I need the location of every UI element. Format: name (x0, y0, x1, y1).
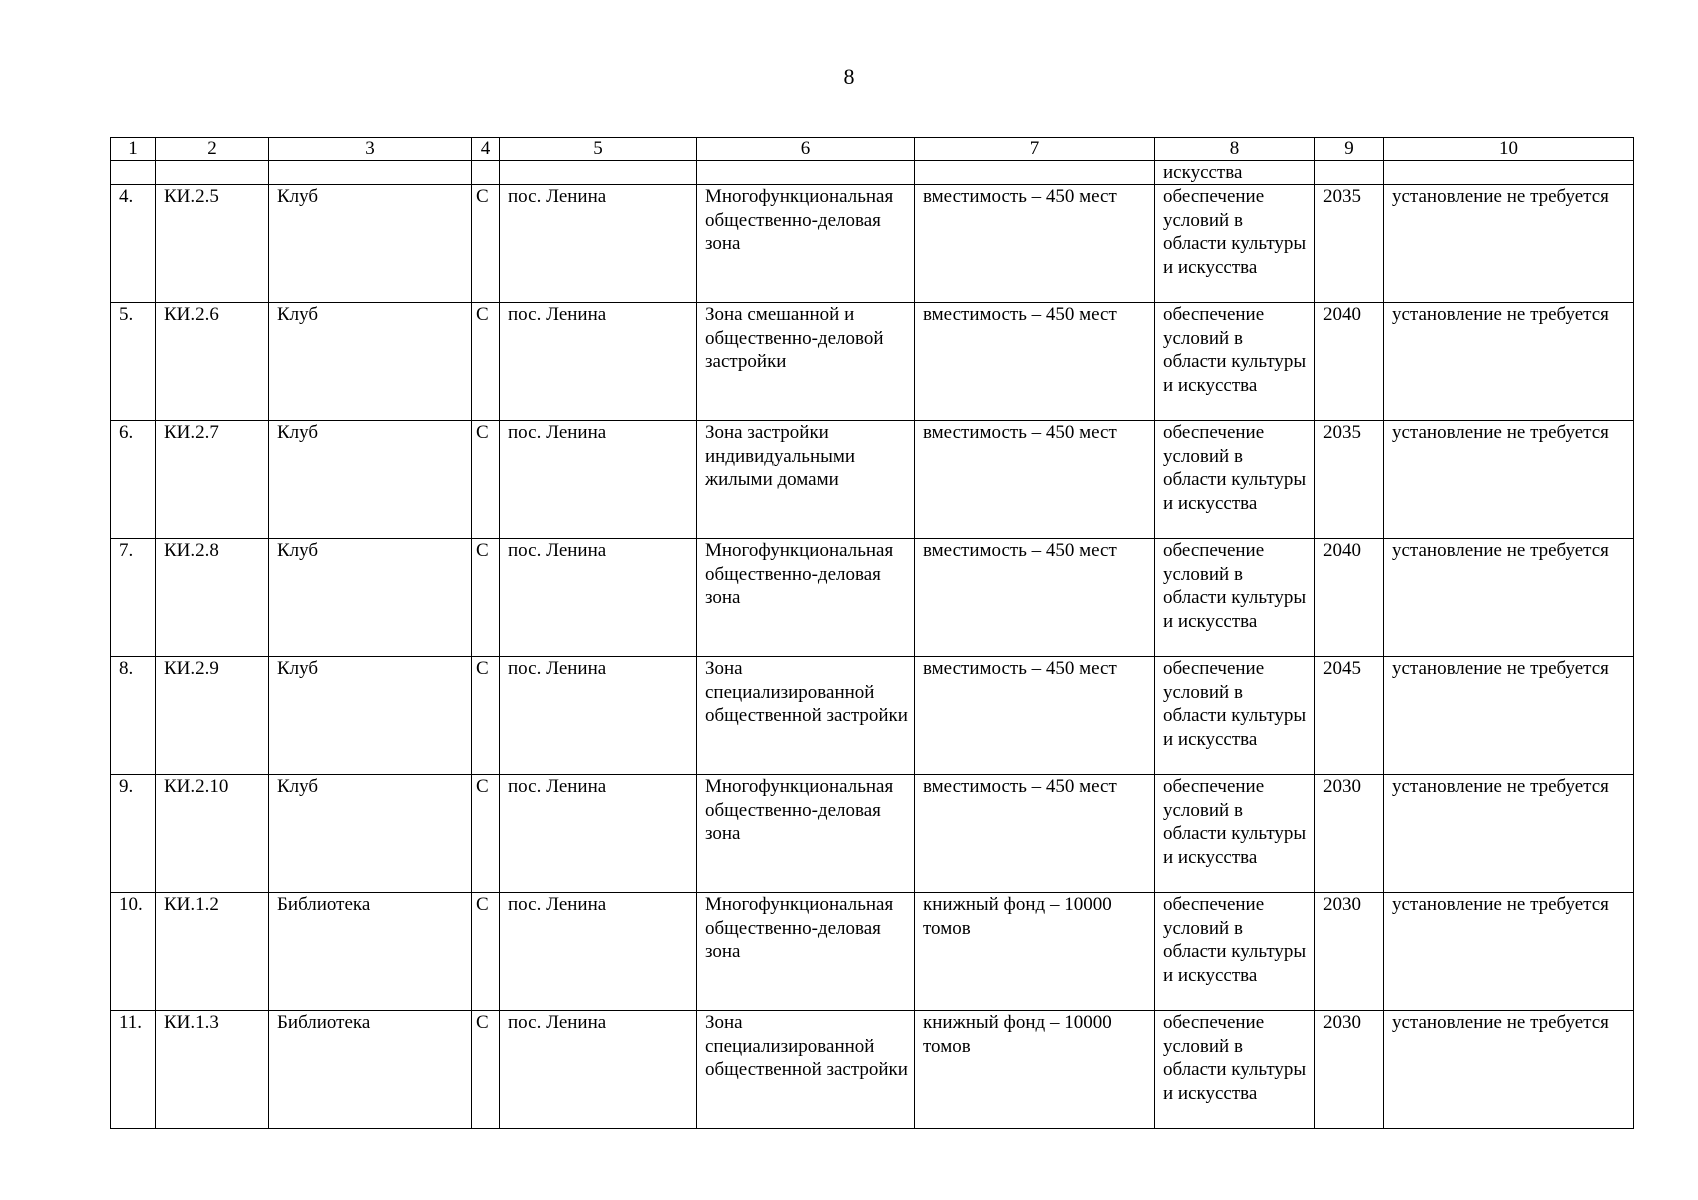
zone-requirement-cell: установление не требуется (1384, 657, 1634, 775)
object-code-cell: КИ.2.10 (156, 775, 269, 893)
characteristics-cell: книжный фонд – 10000 томов (915, 1011, 1155, 1129)
year-cell: 2045 (1315, 657, 1384, 775)
year-cell: 2030 (1315, 775, 1384, 893)
column-header: 1 (111, 138, 156, 161)
status-cell: С (472, 539, 500, 657)
location-cell: пос. Ленина (500, 303, 697, 421)
table-header-row (111, 138, 1634, 161)
zone-cell: Многофункциональная общественно-деловая зона (697, 893, 915, 1011)
purpose-cell: обеспечение условий в области культуры и искусства (1155, 303, 1315, 421)
location-cell: пос. Ленина (500, 185, 697, 303)
zone-requirement-cell: установление не требуется (1384, 775, 1634, 893)
location-cell: пос. Ленина (500, 1011, 697, 1129)
table-cell (500, 161, 697, 185)
location-cell: пос. Ленина (500, 539, 697, 657)
zone-cell: Многофункциональная общественно-деловая зона (697, 185, 915, 303)
object-code-cell: КИ.1.2 (156, 893, 269, 1011)
table-row (111, 657, 1634, 775)
zone-cell: Многофункциональная общественно-деловая зона (697, 539, 915, 657)
object-code-cell: КИ.2.7 (156, 421, 269, 539)
row-number-cell: 6. (111, 421, 156, 539)
column-header: 5 (500, 138, 697, 161)
table-row (111, 303, 1634, 421)
row-number-cell: 11. (111, 1011, 156, 1129)
purpose-cell: обеспечение условий в области культуры и искусства (1155, 893, 1315, 1011)
table-cell: искусства (1155, 161, 1315, 185)
table-row (111, 1011, 1634, 1129)
column-header: 4 (472, 138, 500, 161)
zone-cell: Зона специализированной общественной застройки (697, 1011, 915, 1129)
row-number-cell: 9. (111, 775, 156, 893)
column-header: 8 (1155, 138, 1315, 161)
year-cell: 2035 (1315, 421, 1384, 539)
purpose-cell: обеспечение условий в области культуры и искусства (1155, 539, 1315, 657)
year-cell: 2030 (1315, 1011, 1384, 1129)
year-cell: 2040 (1315, 303, 1384, 421)
characteristics-cell: вместимость – 450 мест (915, 421, 1155, 539)
zone-cell: Зона смешанной и общественно-деловой застройки (697, 303, 915, 421)
row-number-cell: 5. (111, 303, 156, 421)
table-row (111, 775, 1634, 893)
year-cell: 2040 (1315, 539, 1384, 657)
table-cell (915, 161, 1155, 185)
row-number-cell: 7. (111, 539, 156, 657)
object-name-cell: Библиотека (269, 1011, 472, 1129)
object-code-cell: КИ.2.8 (156, 539, 269, 657)
object-code-cell: КИ.2.9 (156, 657, 269, 775)
table-row (111, 421, 1634, 539)
characteristics-cell: вместимость – 450 мест (915, 775, 1155, 893)
zone-cell: Многофункциональная общественно-деловая зона (697, 775, 915, 893)
status-cell: С (472, 421, 500, 539)
status-cell: С (472, 1011, 500, 1129)
location-cell: пос. Ленина (500, 657, 697, 775)
year-cell: 2030 (1315, 893, 1384, 1011)
table-cell (156, 161, 269, 185)
objects-table (110, 137, 1634, 1129)
row-number-cell: 8. (111, 657, 156, 775)
object-name-cell: Клуб (269, 185, 472, 303)
zone-requirement-cell: установление не требуется (1384, 185, 1634, 303)
characteristics-cell: вместимость – 450 мест (915, 303, 1155, 421)
zone-requirement-cell: установление не требуется (1384, 539, 1634, 657)
object-code-cell: КИ.2.5 (156, 185, 269, 303)
zone-cell: Зона специализированной общественной застройки (697, 657, 915, 775)
table-cell (472, 161, 500, 185)
characteristics-cell: вместимость – 450 мест (915, 185, 1155, 303)
page-number: 8 (843, 64, 855, 89)
status-cell: С (472, 657, 500, 775)
table-cell (1315, 161, 1384, 185)
zone-requirement-cell: установление не требуется (1384, 303, 1634, 421)
table-continuation-row (111, 161, 1634, 185)
status-cell: С (472, 893, 500, 1011)
zone-cell: Зона застройки индивидуальными жилыми домами (697, 421, 915, 539)
row-number-cell: 10. (111, 893, 156, 1011)
purpose-cell: обеспечение условий в области культуры и искусства (1155, 185, 1315, 303)
object-code-cell: КИ.2.6 (156, 303, 269, 421)
object-name-cell: Клуб (269, 303, 472, 421)
year-cell: 2035 (1315, 185, 1384, 303)
status-cell: С (472, 775, 500, 893)
table-cell (269, 161, 472, 185)
purpose-cell: обеспечение условий в области культуры и искусства (1155, 421, 1315, 539)
characteristics-cell: книжный фонд – 10000 томов (915, 893, 1155, 1011)
table-row (111, 539, 1634, 657)
table-cell (111, 161, 156, 185)
characteristics-cell: вместимость – 450 мест (915, 539, 1155, 657)
column-header: 3 (269, 138, 472, 161)
location-cell: пос. Ленина (500, 421, 697, 539)
object-name-cell: Клуб (269, 421, 472, 539)
purpose-cell: обеспечение условий в области культуры и искусства (1155, 657, 1315, 775)
object-name-cell: Клуб (269, 657, 472, 775)
location-cell: пос. Ленина (500, 775, 697, 893)
table-cell (697, 161, 915, 185)
column-header: 10 (1384, 138, 1634, 161)
zone-requirement-cell: установление не требуется (1384, 893, 1634, 1011)
table-row (111, 893, 1634, 1011)
table-cell (1384, 161, 1634, 185)
status-cell: С (472, 303, 500, 421)
zone-requirement-cell: установление не требуется (1384, 421, 1634, 539)
status-cell: С (472, 185, 500, 303)
column-header: 2 (156, 138, 269, 161)
object-name-cell: Библиотека (269, 893, 472, 1011)
row-number-cell: 4. (111, 185, 156, 303)
characteristics-cell: вместимость – 450 мест (915, 657, 1155, 775)
column-header: 7 (915, 138, 1155, 161)
object-name-cell: Клуб (269, 775, 472, 893)
object-name-cell: Клуб (269, 539, 472, 657)
purpose-cell: обеспечение условий в области культуры и искусства (1155, 1011, 1315, 1129)
table-row (111, 185, 1634, 303)
column-header: 9 (1315, 138, 1384, 161)
purpose-cell: обеспечение условий в области культуры и искусства (1155, 775, 1315, 893)
location-cell: пос. Ленина (500, 893, 697, 1011)
column-header: 6 (697, 138, 915, 161)
zone-requirement-cell: установление не требуется (1384, 1011, 1634, 1129)
object-code-cell: КИ.1.3 (156, 1011, 269, 1129)
